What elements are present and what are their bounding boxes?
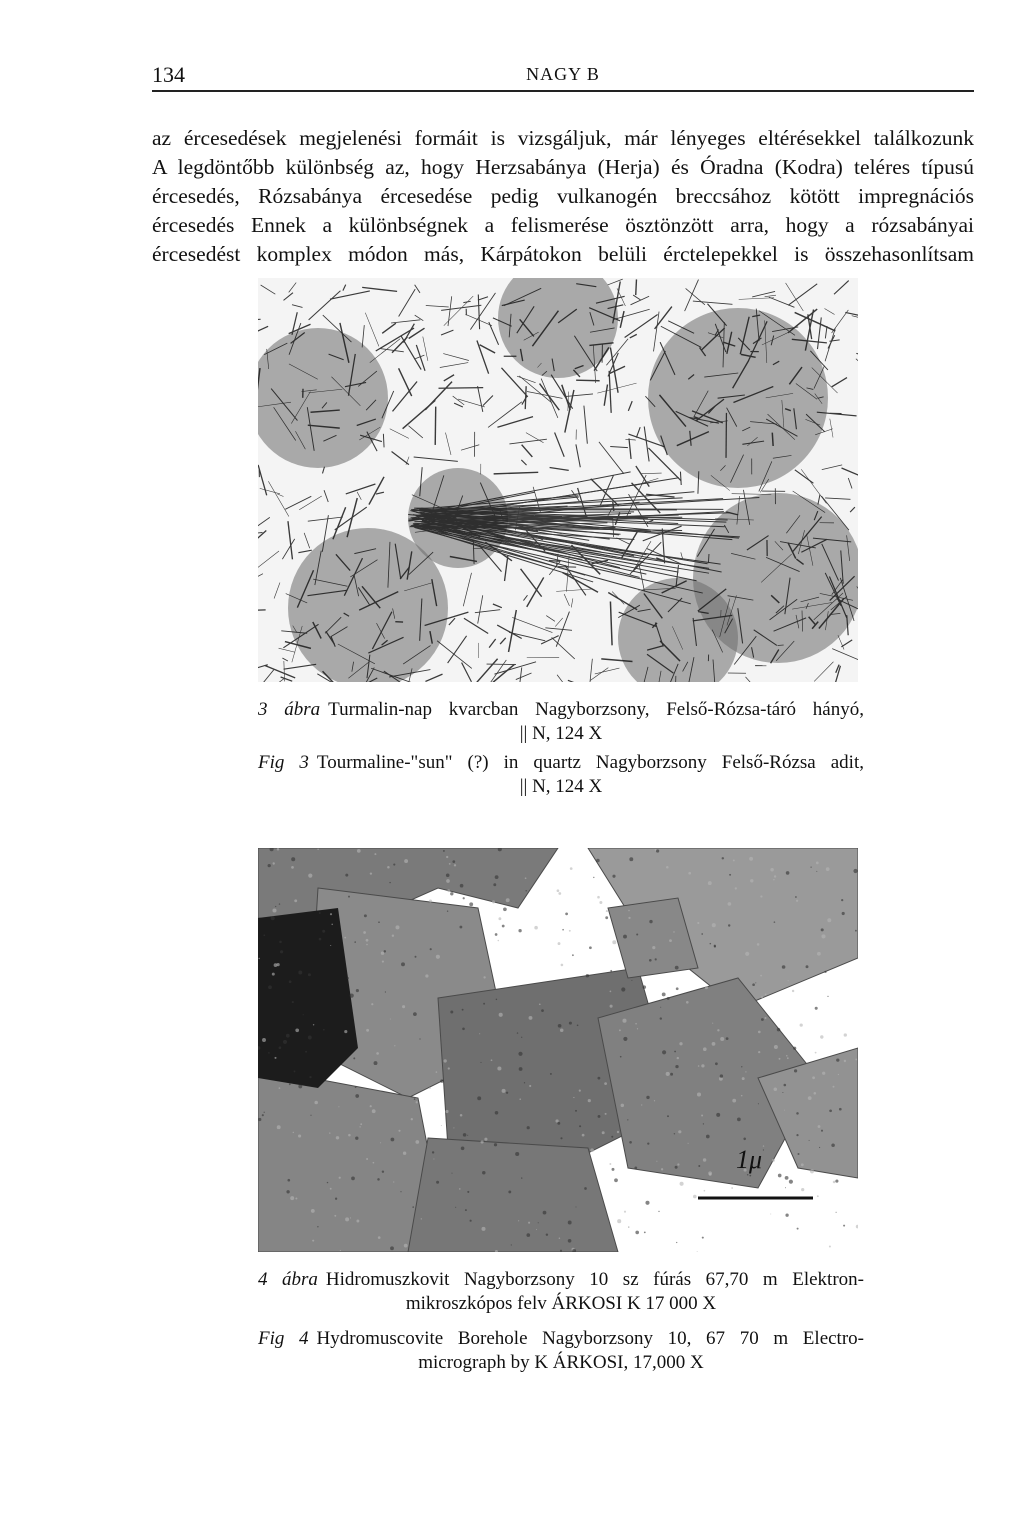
figure-3-caption-english	[258, 751, 864, 799]
figure-3-caption-hungarian	[258, 698, 864, 746]
caption-text: Hydromuscovite Borehole Nagyborzsony 10, 67 70 m Electro-	[316, 1328, 864, 1349]
caption-line: || N, 124 X	[519, 776, 603, 797]
running-head-author: NAGY B	[526, 64, 600, 84]
page-number: 134	[152, 62, 185, 87]
body-line: ércesedés, Rózsabánya ércesedése pedig vulkanogén breccsához kötött impregnációs	[152, 184, 974, 208]
body-paragraph	[152, 124, 974, 269]
caption-line	[258, 698, 864, 722]
caption-line	[258, 751, 864, 775]
caption-label: Fig 4	[258, 1328, 309, 1349]
caption-label: Fig 3	[258, 752, 309, 773]
caption-text: Hidromuszkovit Nagyborzsony 10 sz fúrás 67,70 m Elektron-	[325, 1269, 864, 1290]
caption-label: 4 ábra	[258, 1269, 318, 1290]
figure-4-electron-micrograph	[258, 848, 858, 1252]
caption-text: Tourmaline-"sun" (?) in quartz Nagyborzsony Felső-Rózsa adit,	[316, 752, 864, 773]
caption-line: || N, 124 X	[519, 723, 603, 744]
hydromuscovite-photo	[258, 848, 858, 1252]
caption-line: micrograph by K ÁRKOSI, 17,000 X	[418, 1352, 704, 1373]
body-line: az ércesedések megjelenési formáit is vizsgáljuk, már lényeges eltérésekkel találkozunk	[152, 126, 974, 150]
figure-4-caption-hungarian	[258, 1268, 864, 1316]
caption-line: mikroszkópos felv ÁRKOSI K 17 000 X	[405, 1293, 717, 1314]
body-line: A legdöntőbb különbség az, hogy Herzsabánya (Herja) és Óradna (Kodra) teléres típusú	[152, 155, 974, 179]
caption-line	[258, 1268, 864, 1292]
caption-line	[258, 1327, 864, 1351]
running-header	[152, 60, 974, 92]
body-line: ércesedést komplex módon más, Kárpátokon belüli érctelepekkel is összehasonlítsam	[152, 242, 974, 266]
figure-3-micrograph	[258, 278, 858, 682]
caption-label: 3 ábra	[258, 699, 321, 720]
caption-text: Turmalin-nap kvarcban Nagyborzsony, Felső-Rózsa-táró hányó,	[328, 699, 864, 720]
body-line: ércesedés Ennek a különbségnek a felismerése ösztönzött arra, hogy a rózsabányai	[152, 213, 974, 237]
tourmaline-sun-photo	[258, 278, 858, 682]
scale-bar-label: 1μ	[736, 1145, 763, 1174]
figure-4-caption-english	[258, 1327, 864, 1375]
